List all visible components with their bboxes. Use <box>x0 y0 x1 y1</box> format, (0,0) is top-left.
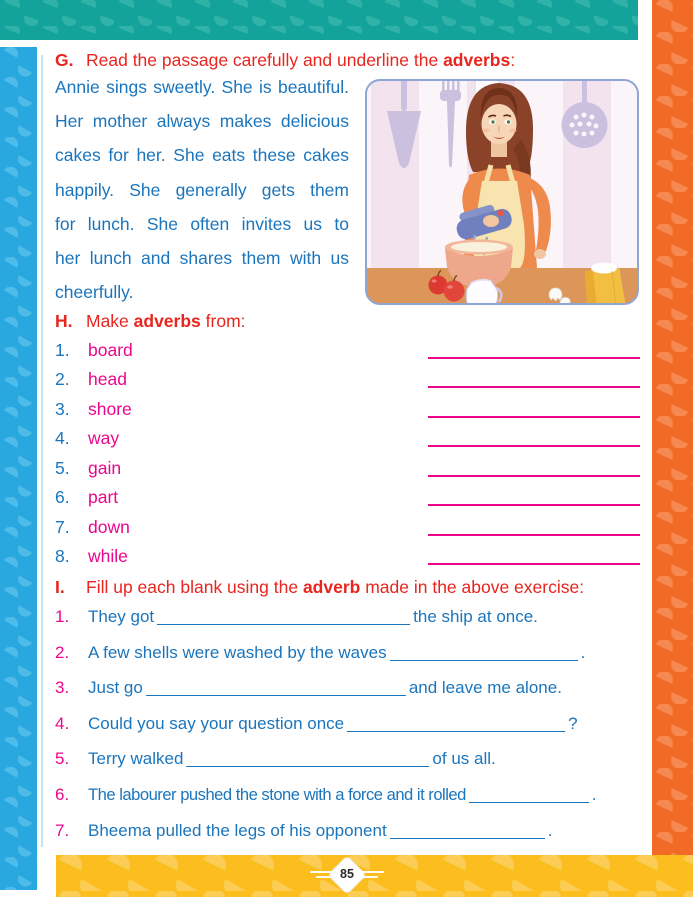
item-number: 2. <box>55 642 70 662</box>
item-number: 4. <box>55 428 70 449</box>
section-h-title-post: from: <box>200 311 246 331</box>
list-item <box>55 395 641 424</box>
sentence-item <box>55 635 661 671</box>
sentence-text <box>88 670 562 706</box>
sentence-before: Just go <box>88 678 143 698</box>
item-word: way <box>88 428 120 449</box>
item-number: 1. <box>55 607 70 626</box>
passage-line: Her mother always makes delicious <box>55 111 349 132</box>
item-word: gain <box>88 457 122 478</box>
passage-line: cakes for her. She eats these cakes <box>55 145 349 166</box>
item-word: head <box>88 369 127 390</box>
item-word: board <box>88 340 133 360</box>
item-number: 6. <box>55 487 70 508</box>
section-i-title <box>86 577 584 597</box>
answer-blank[interactable] <box>428 534 640 536</box>
answer-blank[interactable] <box>146 681 406 696</box>
sentence-item <box>55 741 661 777</box>
sentence-item <box>55 777 661 813</box>
reading-passage <box>55 70 349 309</box>
answer-blank[interactable] <box>186 752 429 767</box>
list-item <box>55 424 641 453</box>
sentence-before: Bheema pulled the legs of his opponent <box>88 820 387 840</box>
answer-blank[interactable] <box>428 386 640 388</box>
sentence-before: Terry walked <box>88 749 184 769</box>
make-adverbs-list <box>55 336 641 572</box>
list-item <box>55 336 641 365</box>
sentence-text <box>88 599 538 635</box>
badge-wing-right <box>362 876 378 878</box>
item-word: shore <box>88 398 132 419</box>
item-word: part <box>88 487 119 508</box>
sentence-before: A few shells were washed by the waves <box>88 642 387 662</box>
list-item <box>55 542 641 571</box>
section-g-title-pre: Read the passage carefully and underline the <box>86 50 444 70</box>
answer-blank[interactable] <box>390 824 545 839</box>
item-number: 7. <box>55 516 70 537</box>
sentence-after: . <box>580 642 586 662</box>
sentence-text <box>88 741 496 777</box>
item-number: 7. <box>55 820 70 840</box>
section-g-header <box>55 50 647 71</box>
sentence-before: They got <box>88 607 155 626</box>
sentence-before: The labourer pushed the stone with a force and it rolled <box>88 784 466 804</box>
answer-blank[interactable] <box>390 646 578 661</box>
item-number: 4. <box>55 713 70 733</box>
border-top-strip <box>0 0 638 40</box>
passage-line: her lunch and shares them with us <box>55 247 349 268</box>
item-number: 2. <box>55 369 70 390</box>
sentence-after: . <box>547 820 553 840</box>
sentence-after: of us all. <box>432 749 496 769</box>
answer-blank[interactable] <box>157 610 410 625</box>
list-item <box>55 454 641 483</box>
answer-blank[interactable] <box>428 416 640 418</box>
page-number: 85 <box>340 867 354 881</box>
section-h-title <box>86 311 246 331</box>
section-h-label: H. <box>55 311 73 331</box>
section-g-label: G. <box>55 50 74 70</box>
item-word: while <box>88 546 128 567</box>
item-number: 8. <box>55 546 70 567</box>
item-number: 3. <box>55 398 70 419</box>
badge-wing-right <box>362 871 384 873</box>
sentence-item <box>55 706 661 742</box>
content-left-rule <box>41 55 43 847</box>
passage-line: cheerfully. <box>55 282 134 303</box>
list-item <box>55 365 641 394</box>
sentence-text <box>88 635 585 671</box>
sentence-after: ? <box>568 713 578 733</box>
sentence-after: and leave me alone. <box>408 678 562 698</box>
passage-line: Annie sings sweetly. She is beautiful. <box>55 77 349 97</box>
fill-blank-sentences <box>55 599 661 848</box>
list-item <box>55 513 641 542</box>
sentence-text <box>88 813 552 849</box>
section-g-title-bold: adverbs <box>443 50 511 70</box>
section-h-header <box>55 311 647 332</box>
sentence-before: Could you say your question once <box>88 713 345 733</box>
section-h-title-pre: Make <box>86 311 134 331</box>
border-left-strip <box>0 47 37 890</box>
section-i-title-bold: adverb <box>302 577 361 597</box>
answer-blank[interactable] <box>347 717 565 732</box>
passage-line: for lunch. She often invites us to <box>55 213 349 234</box>
sentence-after: the ship at once. <box>413 607 538 626</box>
item-number: 1. <box>55 340 70 360</box>
item-word: down <box>88 516 130 537</box>
hand-on-mixer <box>483 215 499 227</box>
answer-blank[interactable] <box>428 445 640 447</box>
sentence-text <box>88 706 578 742</box>
section-i-label: I. <box>55 577 65 597</box>
answer-blank[interactable] <box>428 563 640 565</box>
section-h-title-bold: adverbs <box>133 311 201 331</box>
cooking-illustration <box>363 77 641 307</box>
item-number: 3. <box>55 678 70 698</box>
passage-line: happily. She generally gets them <box>55 179 349 200</box>
section-g-title-post: : <box>510 50 516 70</box>
answer-blank[interactable] <box>428 504 640 506</box>
section-i-title-pre: Fill up each blank using the <box>86 577 303 597</box>
list-item <box>55 483 641 512</box>
section-i-title-post: made in the above exercise: <box>360 577 585 597</box>
sentence-after: . <box>591 784 596 804</box>
sentence-item <box>55 599 661 635</box>
sentence-item <box>55 670 661 706</box>
item-number: 6. <box>55 784 70 804</box>
sentence-text <box>88 777 596 813</box>
answer-blank[interactable] <box>428 357 640 359</box>
section-g-title <box>86 50 515 70</box>
sentence-item <box>55 813 661 849</box>
section-i-header <box>55 577 647 598</box>
answer-blank[interactable] <box>428 475 640 477</box>
item-number: 5. <box>55 749 70 769</box>
answer-blank[interactable] <box>469 788 589 803</box>
item-number: 5. <box>55 457 70 478</box>
badge-wing-left <box>310 871 332 873</box>
page-number-badge <box>308 856 386 896</box>
